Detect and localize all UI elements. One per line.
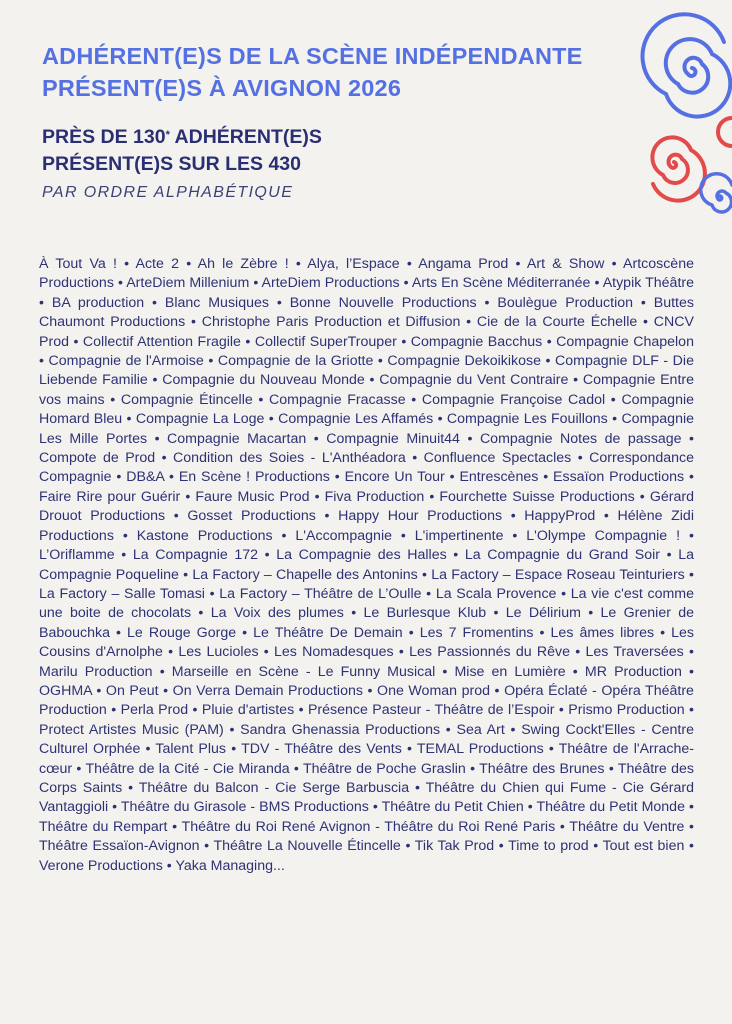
separator: • xyxy=(569,644,586,661)
member-item: Entrescènes xyxy=(459,469,539,486)
member-item: Kastone Productions xyxy=(136,527,273,544)
separator: • xyxy=(459,430,480,447)
separator: • xyxy=(373,353,388,370)
member-item: Le Rouge Gorge xyxy=(127,624,237,641)
separator: • xyxy=(329,469,345,486)
member-item: Mise en Lumière xyxy=(454,663,566,680)
separator: • xyxy=(162,644,179,661)
separator: • xyxy=(140,741,156,758)
member-item: L'impertinente xyxy=(414,527,504,544)
spiral-decoration-icon xyxy=(612,10,732,220)
separator: • xyxy=(362,682,378,699)
member-item: Théâtre des Corps Saints xyxy=(39,760,694,796)
separator: • xyxy=(571,450,590,467)
separator: • xyxy=(680,527,694,544)
member-item: Tout est bien xyxy=(602,838,685,855)
subtitle-line-2: PRÉSENT(E)S SUR LES 430 xyxy=(42,153,301,175)
separator: • xyxy=(178,566,193,583)
member-item: Sandra Ghenassia Productions xyxy=(240,721,441,738)
separator: • xyxy=(104,391,121,408)
member-item: Blanc Musiques xyxy=(164,294,269,311)
separator: • xyxy=(399,275,412,292)
member-item: Confluence Spectacles xyxy=(423,450,572,467)
member-item: On Peut xyxy=(105,682,159,699)
separator: • xyxy=(401,741,417,758)
member-item: Compagnie de la Griotte xyxy=(217,353,374,370)
page-title xyxy=(42,40,662,104)
member-item: Talent Plus xyxy=(155,741,227,758)
separator: • xyxy=(152,663,172,680)
member-item: Compagnie Entre vos mains xyxy=(39,372,695,408)
separator: • xyxy=(683,644,694,661)
separator: • xyxy=(523,799,537,816)
separator: • xyxy=(364,372,380,389)
separator: • xyxy=(155,450,174,467)
separator: • xyxy=(289,760,303,777)
separator: • xyxy=(164,469,179,486)
member-item: MR Production xyxy=(584,663,682,680)
member-list xyxy=(39,255,694,876)
separator: • xyxy=(568,372,583,389)
subtitle-prefix: PRÈS DE 130 xyxy=(42,126,166,148)
member-item: Hélène Zidi Productions xyxy=(39,508,694,544)
member-item: On Verra Demain Productions xyxy=(172,682,363,699)
member-item: Le Délirium xyxy=(505,605,581,622)
separator: • xyxy=(165,508,188,525)
member-item: Angama Prod xyxy=(418,256,509,272)
separator: • xyxy=(409,779,426,796)
member-item: Théâtre des Brunes xyxy=(479,760,605,777)
member-item: Sea Art xyxy=(456,721,505,738)
member-item: Théâtre de l'Arrache-cœur xyxy=(39,741,694,777)
separator: • xyxy=(555,818,570,835)
member-item: Marseille en Scène - Le Funny Musical xyxy=(171,663,436,680)
member-item: Compagnie de l'Armoise xyxy=(48,353,204,370)
member-item: Théâtre du Petit Chien xyxy=(381,799,524,816)
member-item: L'Olympe Compagnie ! xyxy=(526,527,681,544)
member-item: HappyProd xyxy=(524,508,596,525)
separator: • xyxy=(315,508,339,525)
member-item: Acte 2 xyxy=(135,256,179,272)
separator: • xyxy=(684,469,694,486)
separator: • xyxy=(503,527,527,544)
separator: • xyxy=(185,314,202,331)
separator: • xyxy=(605,391,622,408)
separator: • xyxy=(240,333,255,350)
separator: • xyxy=(494,838,509,855)
member-item: Le Théâtre De Demain xyxy=(253,624,403,641)
separator: • xyxy=(249,275,262,292)
member-item: DB&A xyxy=(126,469,165,486)
member-item: Compagnie Macartan xyxy=(167,430,307,447)
member-item: L'Accompagnie xyxy=(295,527,392,544)
separator: • xyxy=(391,527,415,544)
member-item: Swing Cockt'Elles - Centre Culturel Orphée xyxy=(39,721,694,758)
separator: • xyxy=(684,799,694,816)
separator: • xyxy=(113,275,127,292)
separator: • xyxy=(538,469,554,486)
separator: • xyxy=(258,644,275,661)
member-item: Les Lucioles xyxy=(178,644,259,661)
member-item: Compagnie Homard Bleu xyxy=(39,391,694,428)
member-item: Compagnie Bacchus xyxy=(410,333,543,350)
member-item: En Scène ! Productions xyxy=(178,469,330,486)
separator: • xyxy=(681,430,694,447)
separator: • xyxy=(556,585,571,602)
member-item: La Factory – Salle Tomasi xyxy=(39,585,205,602)
separator: • xyxy=(565,663,585,680)
member-item: Arts En Scène Méditerranée xyxy=(411,275,591,292)
member-item: Tik Tak Prod xyxy=(414,838,495,855)
separator: • xyxy=(179,256,198,272)
member-item: Prismo Production xyxy=(568,702,685,719)
separator: • xyxy=(188,702,202,719)
separator: • xyxy=(116,256,136,272)
member-item: TDV - Théâtre des Vents xyxy=(241,741,402,758)
member-item: Les Nomadesques xyxy=(274,644,394,661)
separator: • xyxy=(199,838,214,855)
member-item: Essaïon Productions xyxy=(553,469,685,486)
title-line-2: PRÉSENT(E)S À AVIGNON 2026 xyxy=(42,75,402,101)
member-item: Les âmes libres xyxy=(550,624,655,641)
member-item: Compagnie Chapelon xyxy=(556,333,694,350)
member-item: Compagnie La Loge xyxy=(135,411,265,428)
separator: • xyxy=(180,488,196,505)
member-item: La Compagnie Poqueline xyxy=(39,547,694,583)
member-item: ArteDiem Productions xyxy=(261,275,400,292)
member-item: Cie de la Courte Échelle xyxy=(476,314,638,331)
separator: • xyxy=(417,566,432,583)
member-item: Gérard Drouot Productions xyxy=(39,488,694,525)
separator: • xyxy=(580,605,601,622)
separator: • xyxy=(633,294,654,311)
separator: • xyxy=(604,760,618,777)
separator: • xyxy=(191,605,211,622)
member-item: Alya, l’Espace xyxy=(307,256,400,272)
member-item: Théâtre La Nouvelle Étincelle xyxy=(213,838,401,855)
separator: • xyxy=(421,585,436,602)
separator: • xyxy=(272,527,296,544)
separator: • xyxy=(654,624,672,641)
member-item: TEMAL Productions xyxy=(416,741,544,758)
member-item: Théâtre de la Cité - Cie Miranda xyxy=(85,760,290,777)
member-item: Faure Music Prod xyxy=(195,488,310,505)
member-item: À Tout Va ! xyxy=(39,256,117,272)
member-item: Théâtre de Poche Graslin xyxy=(302,760,466,777)
separator: • xyxy=(490,682,505,699)
separator: • xyxy=(288,256,308,272)
separator: • xyxy=(306,430,327,447)
member-item: Compagnie Les Fouillons xyxy=(446,411,608,428)
separator: • xyxy=(486,605,506,622)
member-item: Les Traversées xyxy=(585,644,684,661)
member-item: CNCV Prod xyxy=(39,314,694,350)
separator: • xyxy=(684,818,694,835)
separator: • xyxy=(684,702,694,719)
separator: • xyxy=(590,275,603,292)
member-item: Opéra Éclaté - Opéra Théâtre Production xyxy=(39,682,694,719)
separator: • xyxy=(588,838,603,855)
member-item: La Compagnie des Halles xyxy=(276,547,447,564)
member-item: Compagnie Les Mille Portes xyxy=(39,411,694,447)
member-item: Compagnie du Nouveau Monde xyxy=(162,372,365,389)
member-item: Verone Productions xyxy=(39,857,163,874)
separator: • xyxy=(607,411,622,428)
blue-spiral-large-icon xyxy=(643,14,731,116)
separator: • xyxy=(508,256,527,272)
member-item: Compagnie Les Affamés xyxy=(278,411,434,428)
member-item: Compagnie Fracasse xyxy=(269,391,406,408)
red-arc-icon xyxy=(718,118,732,146)
separator: • xyxy=(147,372,163,389)
member-item: Les 7 Fromentins xyxy=(419,624,534,641)
member-item: Happy Hour Productions xyxy=(338,508,503,525)
member-item: BA production xyxy=(51,294,145,311)
member-item: Les Passionnés du Rêve xyxy=(409,644,570,661)
separator: • xyxy=(444,469,460,486)
subtitle-suffix: ADHÉRENT(E)S xyxy=(169,126,322,148)
separator: • xyxy=(604,256,623,272)
separator: • xyxy=(108,799,121,816)
member-item: Compote de Prod xyxy=(39,450,156,467)
separator: • xyxy=(203,353,218,370)
member-item: Collectif Attention Fragile xyxy=(82,333,241,350)
member-item: Condition des Soies - L'Anthéadora xyxy=(173,450,406,467)
separator: • xyxy=(68,333,83,350)
member-item: Protect Artistes Music (PAM) xyxy=(39,721,224,738)
member-item: La Factory – Espace Roseau Teinturiers xyxy=(431,566,685,583)
member-item: ArteDiem Millenium xyxy=(126,275,250,292)
member-item: Présence Pasteur - Théâtre de l’Espoir xyxy=(307,702,555,719)
separator: • xyxy=(223,721,241,738)
separator: • xyxy=(167,818,182,835)
separator: • xyxy=(122,779,139,796)
member-item: Bonne Nouvelle Productions xyxy=(289,294,477,311)
member-item: La Compagnie du Grand Soir xyxy=(464,547,661,564)
member-item: Les Cousins d'Arnolphe xyxy=(39,624,694,661)
member-item: Correspondance Compagnie xyxy=(39,450,695,486)
separator: • xyxy=(294,702,308,719)
separator: • xyxy=(268,294,290,311)
separator: • xyxy=(533,624,551,641)
member-item: Faire Rire pour Guérir xyxy=(39,488,181,505)
separator: • xyxy=(554,702,569,719)
separator: • xyxy=(144,294,165,311)
member-item: La Factory – Chapelle des Antonins xyxy=(192,566,418,583)
separator: • xyxy=(400,838,415,855)
separator: • xyxy=(106,702,121,719)
separator: • xyxy=(39,294,52,311)
member-item: OGHMA xyxy=(39,682,92,699)
separator: • xyxy=(122,411,136,428)
separator: • xyxy=(405,391,422,408)
member-item: Boulègue Production xyxy=(497,294,634,311)
separator: • xyxy=(465,760,480,777)
member-item: Perla Prod xyxy=(120,702,189,719)
separator: • xyxy=(502,508,525,525)
member-item: Time to prod xyxy=(508,838,589,855)
separator: • xyxy=(252,391,270,408)
member-item: One Woman prod xyxy=(377,682,490,699)
separator: • xyxy=(110,624,128,641)
separator: • xyxy=(396,333,411,350)
member-item: Compagnie Étincelle xyxy=(120,391,253,408)
member-item: Théâtre du Roi René Avignon - Théâtre du Roi René Paris xyxy=(181,818,556,835)
member-item: L’Oriflamme xyxy=(39,547,115,564)
separator: • xyxy=(264,411,279,428)
member-item: Théâtre du Balcon - Cie Serge Barbuscia xyxy=(138,779,410,796)
separator: • xyxy=(684,838,694,855)
separator: • xyxy=(637,314,654,331)
separator: • xyxy=(399,256,419,272)
separator: • xyxy=(543,741,559,758)
separator: • xyxy=(460,314,477,331)
member-item: Buttes Chaumont Productions xyxy=(39,294,694,331)
separator: • xyxy=(393,644,410,661)
separator: • xyxy=(504,721,522,738)
member-item: Encore Un Tour xyxy=(344,469,445,486)
member-item: Ah le Zèbre ! xyxy=(197,256,289,272)
member-item: Compagnie du Vent Contraire xyxy=(379,372,569,389)
member-item: Fiva Production xyxy=(324,488,425,505)
member-item: La Factory – Théâtre de L’Oulle xyxy=(219,585,422,602)
member-item: Théâtre du Petit Monde xyxy=(536,799,685,816)
separator: • xyxy=(540,353,556,370)
separator: • xyxy=(72,760,86,777)
member-item: Théâtre du Rempart xyxy=(39,818,168,835)
separator: • xyxy=(634,488,650,505)
member-item: La vie c'est comme une boite de chocolats xyxy=(39,585,694,622)
separator: • xyxy=(542,333,557,350)
blue-spiral-small-icon xyxy=(701,174,732,212)
member-item: La Scala Provence xyxy=(435,585,557,602)
member-item: Théâtre du Chien qui Fume - Cie Gérard Vantaggioli xyxy=(39,779,695,816)
member-item: Art & Show xyxy=(526,256,605,272)
order-note: PAR ORDRE ALPHABÉTIQUE xyxy=(42,184,294,201)
member-item: Théâtre du Girasole - BMS Productions xyxy=(120,799,369,816)
member-item: Théâtre du Ventre xyxy=(569,818,685,835)
member-item: Yaka Managing... xyxy=(175,857,285,874)
separator: • xyxy=(258,547,277,564)
red-spiral-icon xyxy=(652,137,705,200)
member-item: Théâtre Essaïon-Avignon xyxy=(39,838,200,855)
member-item: Artcoscène Productions xyxy=(39,256,694,292)
member-item: La Voix des plumes xyxy=(210,605,344,622)
member-item: Atypik Théâtre xyxy=(602,275,694,292)
separator: • xyxy=(435,663,455,680)
separator: • xyxy=(111,469,127,486)
separator: • xyxy=(204,585,220,602)
footnote-mark: * xyxy=(165,129,170,141)
separator: • xyxy=(595,508,618,525)
member-item: Christophe Paris Production et Diffusion xyxy=(201,314,461,331)
separator: • xyxy=(162,857,176,874)
member-item: Gosset Productions xyxy=(187,508,316,525)
separator: • xyxy=(433,411,447,428)
separator: • xyxy=(660,547,679,564)
separator: • xyxy=(684,566,694,583)
member-item: Collectif SuperTrouper xyxy=(254,333,397,350)
title-line-1: ADHÉRENT(E)S DE LA SCÈNE INDÉPENDANTE xyxy=(42,43,583,69)
separator: • xyxy=(226,741,242,758)
member-item: Marilu Production xyxy=(39,663,153,680)
member-item: La Compagnie 172 xyxy=(132,547,259,564)
separator: • xyxy=(91,682,106,699)
separator: • xyxy=(402,624,420,641)
separator: • xyxy=(236,624,254,641)
member-item: Le Burlesque Klub xyxy=(363,605,487,622)
separator: • xyxy=(343,605,364,622)
separator: • xyxy=(114,547,133,564)
separator: • xyxy=(446,547,465,564)
separator: • xyxy=(424,488,440,505)
separator: • xyxy=(476,294,498,311)
separator: • xyxy=(147,430,168,447)
separator: • xyxy=(405,450,424,467)
member-item: Pluie d'artistes xyxy=(201,702,295,719)
member-item: Compagnie Minuit44 xyxy=(326,430,460,447)
separator: • xyxy=(39,353,49,370)
separator: • xyxy=(681,663,694,680)
member-item: Le Grenier de Babouchka xyxy=(39,605,695,641)
separator: • xyxy=(440,721,457,738)
member-item: Compagnie DLF - Die Liebende Familie xyxy=(39,353,694,389)
separator: • xyxy=(309,488,325,505)
member-item: Compagnie Notes de passage xyxy=(479,430,682,447)
separator: • xyxy=(158,682,173,699)
separator: • xyxy=(368,799,382,816)
member-item: Compagnie Dekoikikose xyxy=(387,353,541,370)
member-item: Compagnie Françoise Cadol xyxy=(421,391,606,408)
separator: • xyxy=(113,527,137,544)
subtitle xyxy=(42,124,602,178)
member-item: Fourchette Suisse Productions xyxy=(439,488,635,505)
